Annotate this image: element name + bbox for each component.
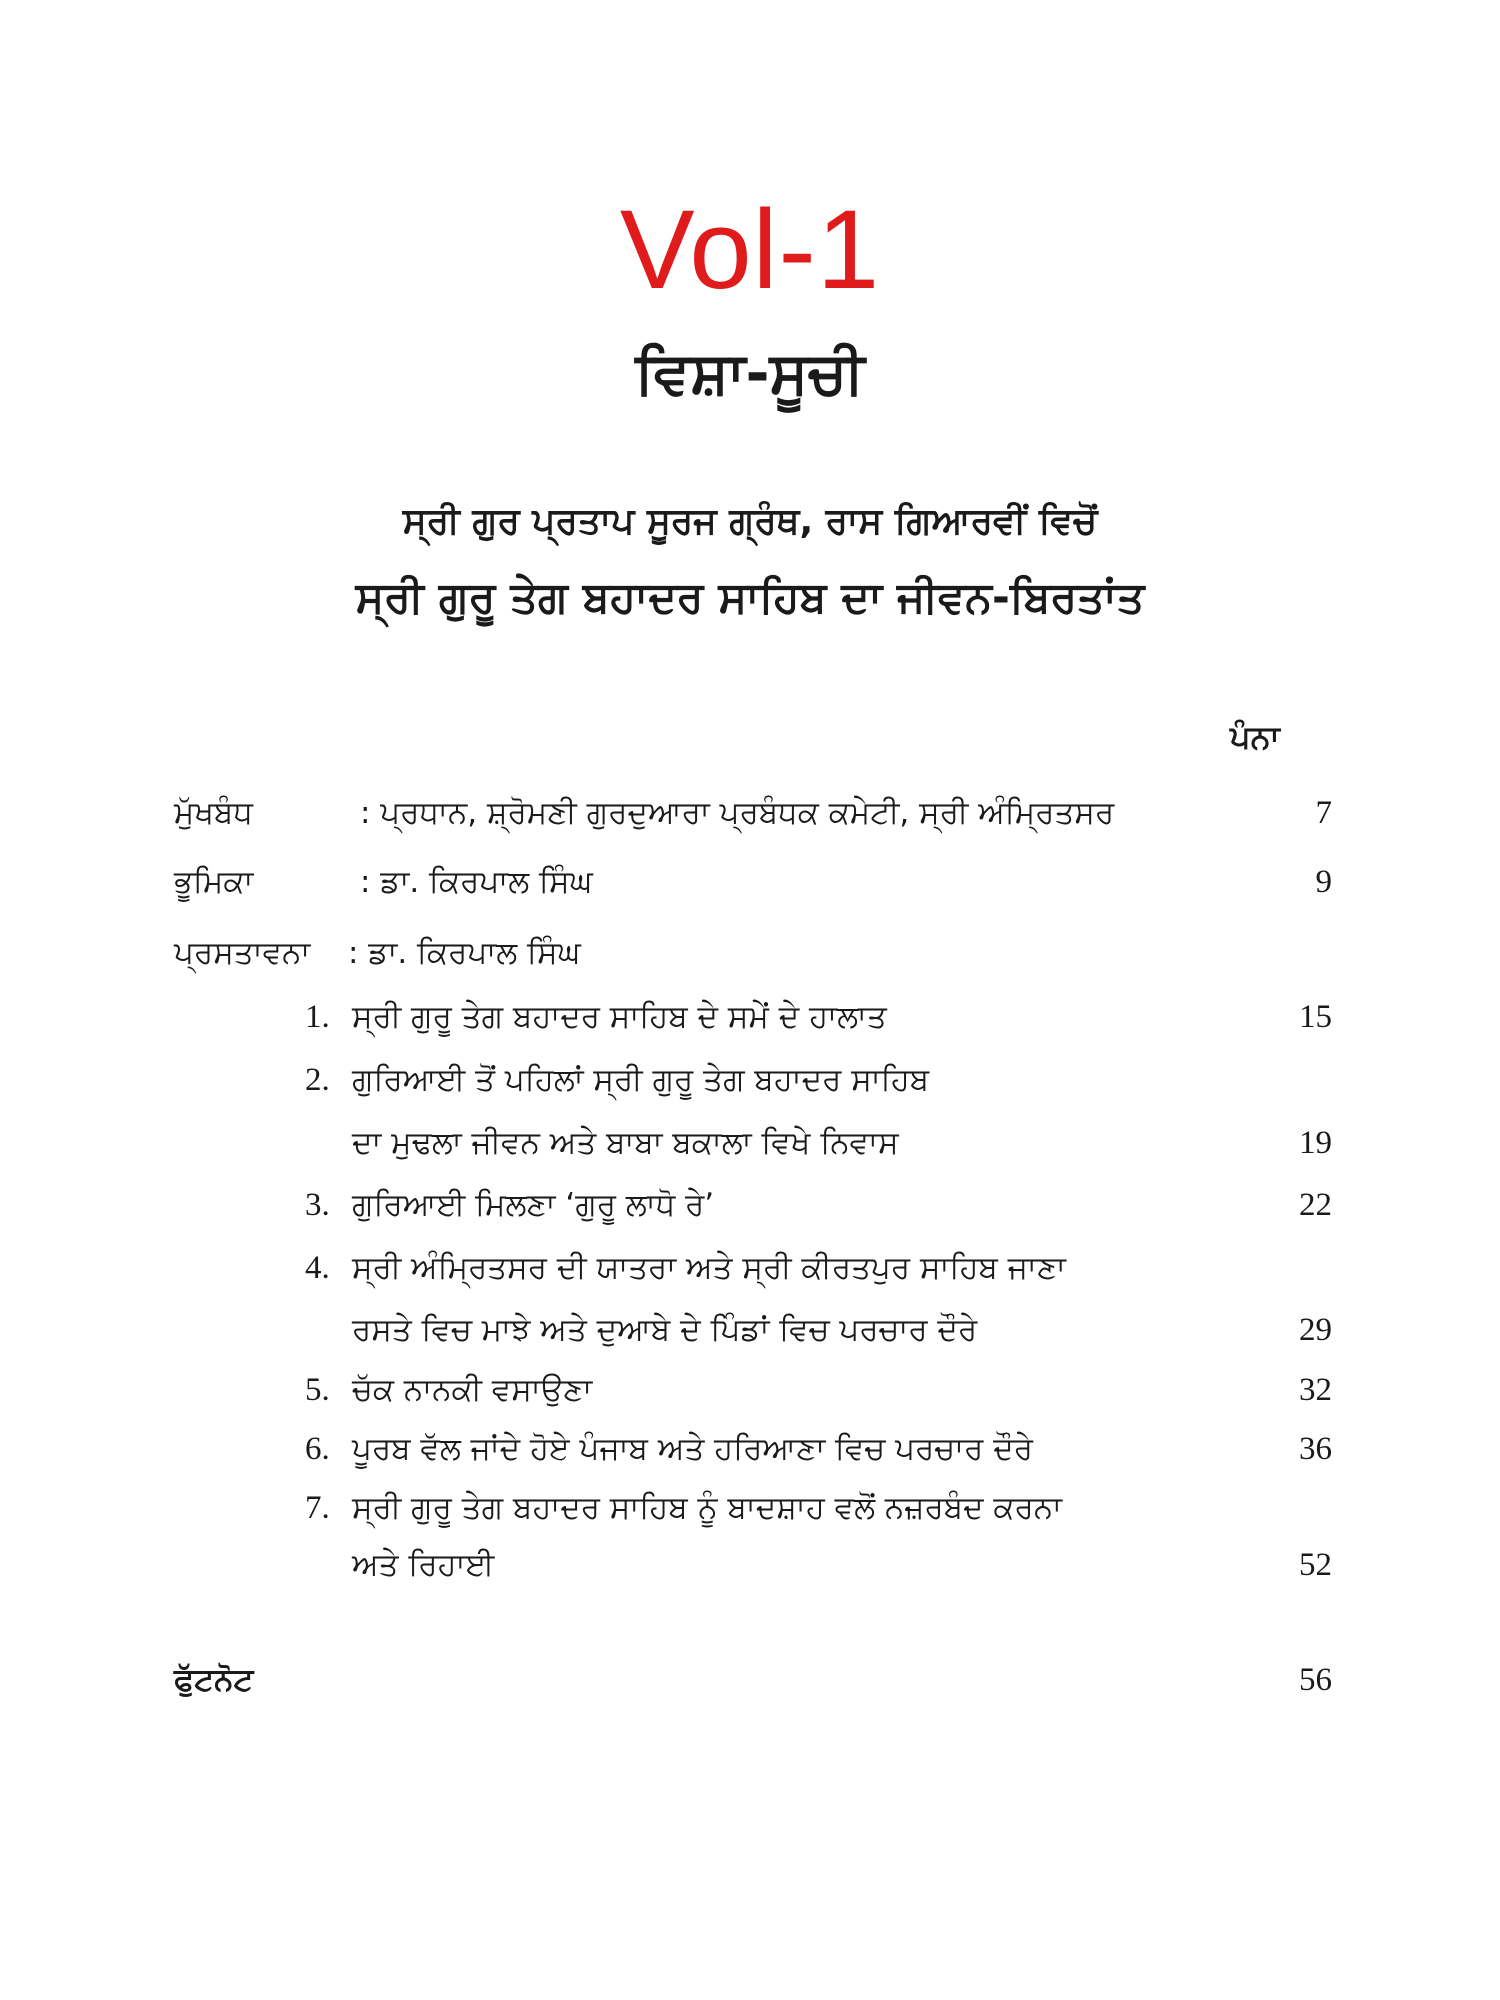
toc-chapter-5[interactable] <box>0 1362 1500 1418</box>
toc-entry-introduction[interactable] <box>0 854 1500 910</box>
entry-label: ਭੂਮਿਕਾ <box>174 864 254 900</box>
toc-entry-footnotes[interactable] <box>0 1652 1500 1708</box>
chapter-number: 4. <box>305 1250 330 1286</box>
toc-chapter-3[interactable] <box>0 1177 1500 1233</box>
chapter-title-continued: ਦਾ ਮੁਢਲਾ ਜੀਵਨ ਅਤੇ ਬਾਬਾ ਬਕਾਲਾ ਵਿਖੇ ਨਿਵਾਸ <box>352 1125 899 1161</box>
chapter-title: ਸ੍ਰੀ ਅੰਮ੍ਰਿਤਸਰ ਦੀ ਯਾਤਰਾ ਅਤੇ ਸ੍ਰੀ ਕੀਰਤਪੁਰ ਸਾਹਿਬ ਜਾਣਾ <box>352 1250 1066 1286</box>
page-number: 52 <box>1299 1547 1332 1583</box>
page-number: 22 <box>1299 1187 1332 1223</box>
toc-chapter-2[interactable] <box>0 1052 1500 1108</box>
entry-label: ਮੁੱਖਬੰਧ <box>174 795 253 831</box>
page-column-label: ਪੰਨਾ <box>1230 718 1280 756</box>
entry-text: : ਪ੍ਰਧਾਨ, ਸ਼੍ਰੋਮਣੀ ਗੁਰਦੁਆਰਾ ਪ੍ਰਬੰਧਕ ਕਮੇਟੀ, ਸ੍ਰੀ ਅੰਮ੍ਰਿਤਸਰ <box>360 795 1115 831</box>
toc-chapter-4[interactable] <box>0 1240 1500 1296</box>
chapter-number: 3. <box>305 1187 330 1223</box>
entry-text: : ਡਾ. ਕਿਰਪਾਲ ਸਿੰਘ <box>348 935 581 971</box>
chapter-title-continued: ਰਸਤੇ ਵਿਚ ਮਾਝੇ ਅਤੇ ਦੁਆਬੇ ਦੇ ਪਿੰਡਾਂ ਵਿਚ ਪਰਚਾਰ ਦੌਰੇ <box>352 1312 978 1348</box>
toc-entry-preface[interactable] <box>0 925 1500 981</box>
chapter-title: ਚੱਕ ਨਾਨਕੀ ਵਸਾਉਣਾ <box>352 1372 593 1408</box>
chapter-number: 1. <box>305 999 330 1035</box>
toc-chapter-2-continued[interactable] <box>0 1115 1500 1171</box>
toc-entry-foreword[interactable] <box>0 785 1500 841</box>
volume-title: Vol-1 <box>619 187 881 312</box>
chapter-number: 5. <box>305 1372 330 1408</box>
chapter-title: ਗੁਰਿਆਈ ਤੋਂ ਪਹਿਲਾਂ ਸ੍ਰੀ ਗੁਰੂ ਤੇਗ ਬਹਾਦਰ ਸਾਹਿਬ <box>352 1062 930 1098</box>
toc-chapter-7-continued[interactable] <box>0 1537 1500 1593</box>
chapter-number: 6. <box>305 1431 330 1467</box>
chapter-title: ਸ੍ਰੀ ਗੁਰੂ ਤੇਗ ਬਹਾਦਰ ਸਾਹਿਬ ਦੇ ਸਮੇਂ ਦੇ ਹਾਲਾਤ <box>352 999 887 1035</box>
page-number: 29 <box>1299 1312 1332 1348</box>
contents-heading: ਵਿਸ਼ਾ-ਸੂਚੀ <box>635 339 865 407</box>
chapter-number: 7. <box>305 1490 330 1526</box>
chapter-title: ਗੁਰਿਆਈ ਮਿਲਣਾ ‘ਗੁਰੂ ਲਾਧੋ ਰੇ’ <box>352 1187 715 1223</box>
page-number: 56 <box>1299 1662 1332 1698</box>
page-number: 7 <box>1315 795 1332 831</box>
entry-label: ਫੁੱਟਨੋਟ <box>174 1662 254 1698</box>
page-number: 32 <box>1299 1372 1332 1408</box>
entry-label: ਪ੍ਰਸਤਾਵਨਾ <box>174 935 311 971</box>
toc-chapter-6[interactable] <box>0 1421 1500 1477</box>
source-subtitle: ਸ੍ਰੀ ਗੁਰ ਪ੍ਰਤਾਪ ਸੂਰਜ ਗ੍ਰੰਥ, ਰਾਸ ਗਿਆਰਵੀਂ ਵਿਚੋਂ <box>402 501 1098 542</box>
toc-chapter-7[interactable] <box>0 1480 1500 1536</box>
page-number: 9 <box>1315 864 1332 900</box>
entry-text: : ਡਾ. ਕਿਰਪਾਲ ਸਿੰਘ <box>360 864 593 900</box>
chapter-title-continued: ਅਤੇ ਰਿਹਾਈ <box>352 1547 495 1583</box>
chapter-title: ਪੂਰਬ ਵੱਲ ਜਾਂਦੇ ਹੋਏ ਪੰਜਾਬ ਅਤੇ ਹਰਿਆਣਾ ਵਿਚ ਪਰਚਾਰ ਦੌਰੇ <box>352 1431 1033 1467</box>
page-number: 15 <box>1299 999 1332 1035</box>
page-number: 36 <box>1299 1431 1332 1467</box>
toc-chapter-1[interactable] <box>0 989 1500 1045</box>
book-subtitle: ਸ੍ਰੀ ਗੁਰੂ ਤੇਗ ਬਹਾਦਰ ਸਾਹਿਬ ਦਾ ਜੀਵਨ-ਬਿਰਤਾਂਤ <box>355 573 1145 623</box>
chapter-number: 2. <box>305 1062 330 1098</box>
chapter-title: ਸ੍ਰੀ ਗੁਰੂ ਤੇਗ ਬਹਾਦਰ ਸਾਹਿਬ ਨੂੰ ਬਾਦਸ਼ਾਹ ਵਲੋਂ ਨਜ਼ਰਬੰਦ ਕਰਨਾ <box>352 1490 1063 1526</box>
page-number: 19 <box>1299 1125 1332 1161</box>
toc-chapter-4-continued[interactable] <box>0 1302 1500 1358</box>
